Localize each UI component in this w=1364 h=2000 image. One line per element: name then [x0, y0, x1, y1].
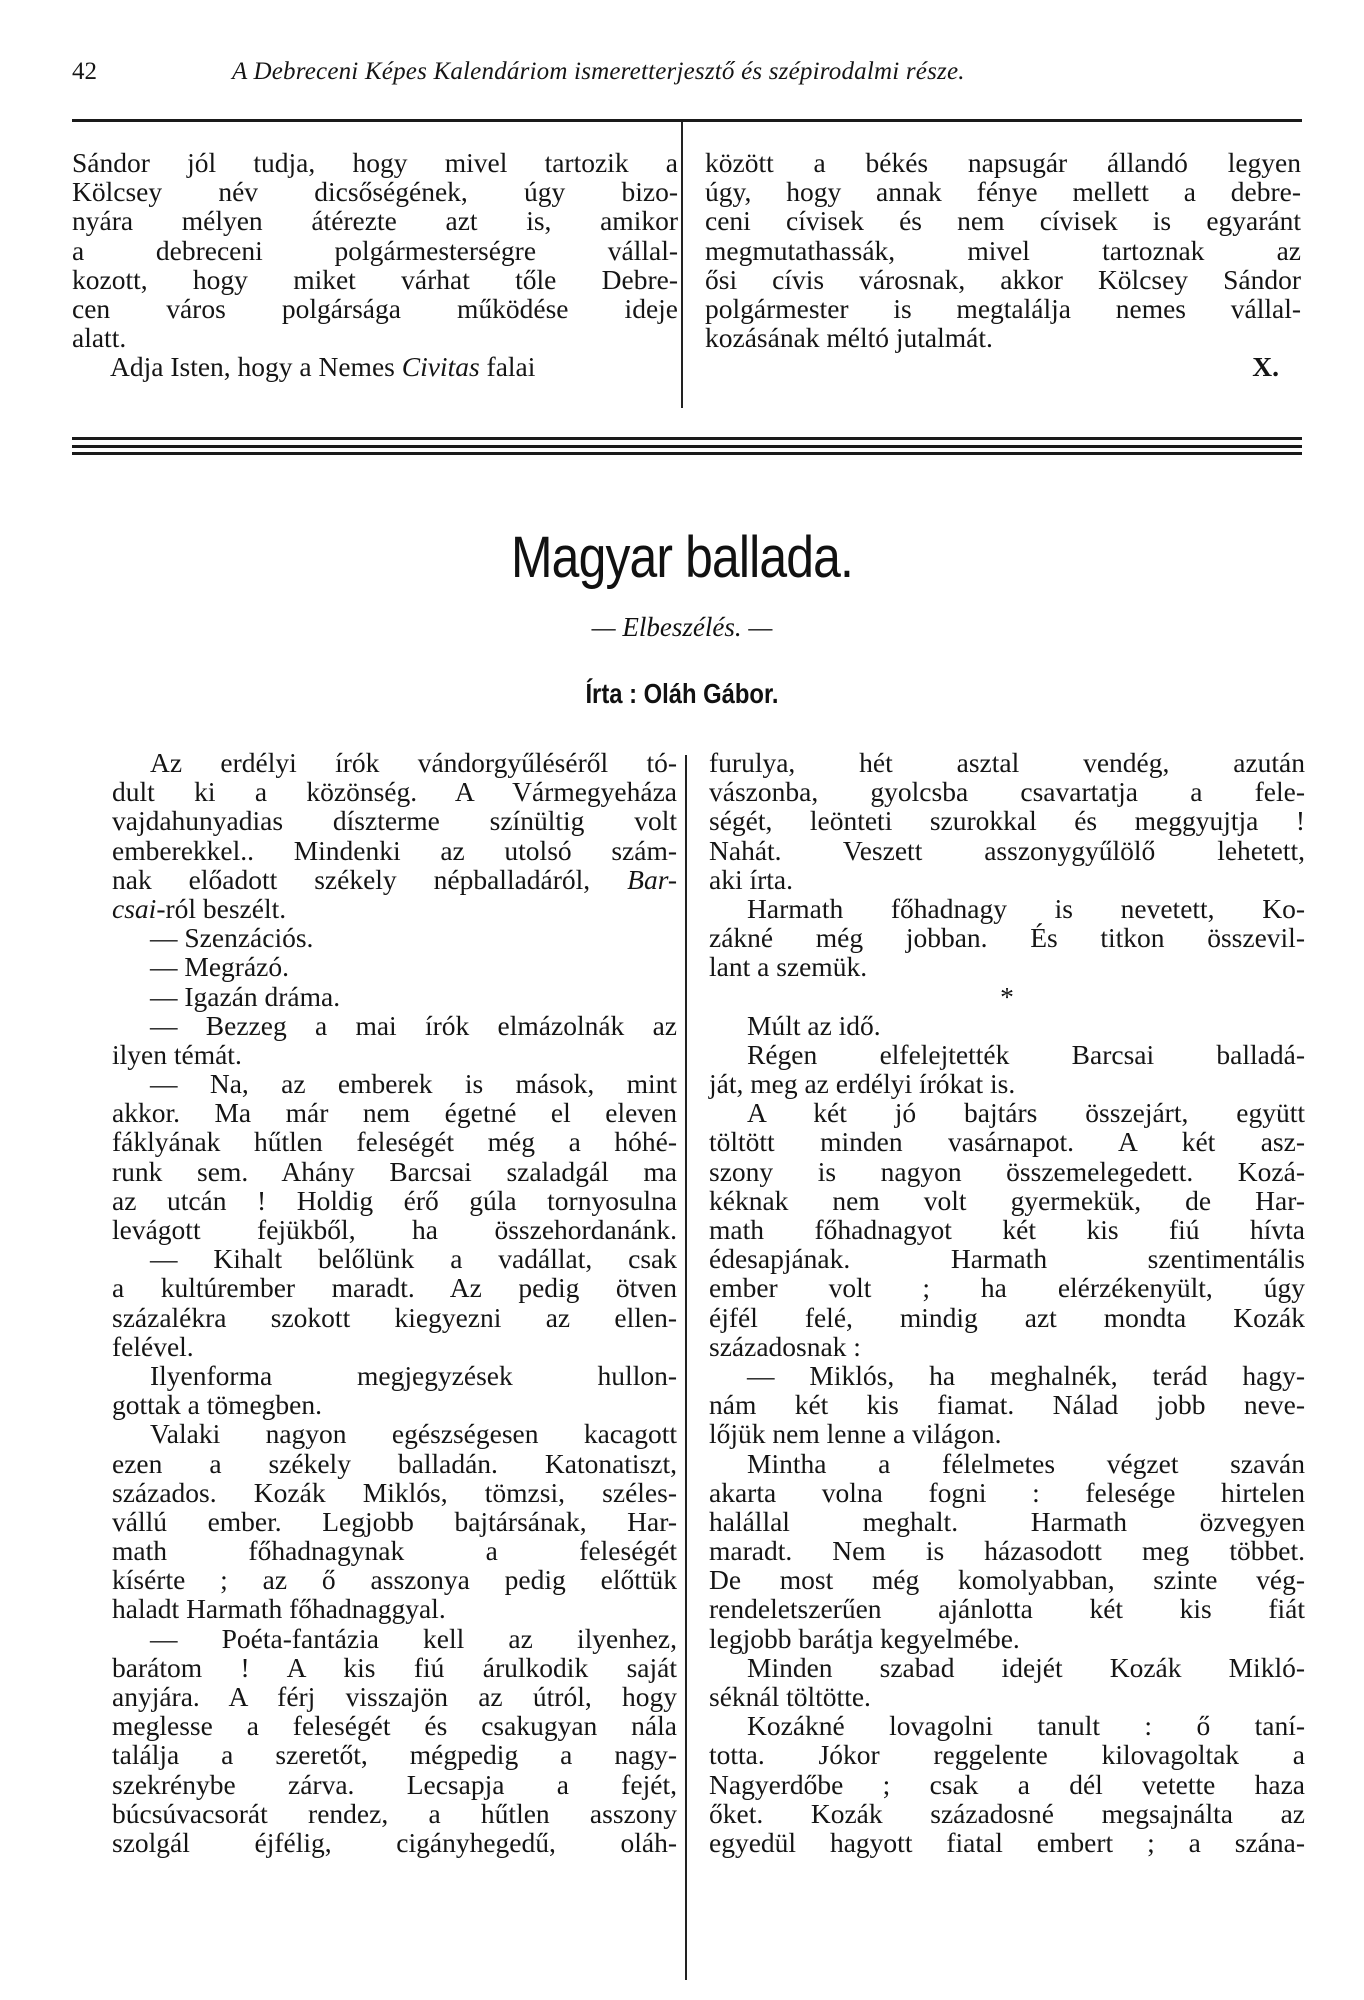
text-line: százalékra szokott kiegyezni az ellen-: [112, 1301, 677, 1333]
text-line: [112, 865, 677, 894]
text-line: lőjük nem lenne a világon.: [709, 1418, 1002, 1450]
dialogue-line: — Miklós, ha meghalnék, terád hagy-: [747, 1359, 1305, 1391]
text-line: kozott, hogy miket várhat tőle Debre-: [72, 263, 678, 295]
text-line: ilyen témát.: [112, 1038, 242, 1070]
text-line: ember volt ; ha elérzékenyült, úgy: [709, 1272, 1305, 1304]
text-line: dult ki a közönség. A Vármegyeháza: [112, 776, 677, 808]
text-line: halállal meghalt. Harmath özvegyen: [709, 1505, 1305, 1537]
text-line: az utcán ! Holdig érő gúla tornyosulna: [112, 1184, 677, 1216]
italic-term: csai: [112, 892, 157, 924]
text-line: Mintha a félelmetes végzet szaván: [747, 1447, 1305, 1479]
text-line: édesapjának. Harmath szentimentális: [709, 1243, 1305, 1275]
text-line: kísérte ; az ő asszonya pedig előttük: [112, 1564, 677, 1596]
text-line: találja a szeretőt, mégpedig a nagy-: [112, 1739, 677, 1771]
section-rule: [72, 452, 1302, 455]
article-title: Magyar ballada.: [510, 525, 854, 590]
text-line: kéknak nem volt gyermekük, de Har-: [709, 1184, 1305, 1216]
text-line: töltött minden vasárnapot. A két asz-: [709, 1126, 1305, 1158]
text-line: úgy, hogy annak fénye mellett a debre-: [705, 176, 1301, 208]
text-line: századosnak :: [709, 1330, 861, 1362]
italic-term: Bar-: [627, 863, 677, 895]
dialogue-line: — Poéta-fantázia kell az ilyenhez,: [150, 1622, 677, 1654]
italic-term: Civitas: [401, 351, 480, 383]
header-rule: [72, 119, 1302, 122]
text-line: őket. Kozák századosné megsajnálta az: [709, 1797, 1305, 1829]
text-line: Múlt az idő.: [747, 1009, 881, 1041]
previous-article-left-column: [72, 148, 678, 382]
section-rule: [72, 437, 1302, 440]
text-line: Sándor jól tudja, hogy mivel tartozik a: [72, 147, 678, 178]
dialogue-line: — Szenzációs.: [150, 922, 314, 954]
text-line: a kultúrember maradt. Az pedig ötven: [112, 1272, 677, 1304]
text-line: De most még komolyabban, szinte vég-: [709, 1564, 1305, 1596]
text-line: math főhadnagynak a feleségét: [112, 1535, 677, 1567]
text-line: polgármester is megtalálja nemes vállal-: [705, 292, 1301, 324]
text-line: szekrénybe zárva. Lecsapja a fejét,: [112, 1768, 677, 1800]
text-line: alatt.: [72, 322, 127, 354]
text-line: barátom ! A kis fiú árulkodik saját: [112, 1651, 677, 1683]
text-line: szolgál éjfélig, cigányhegedű, oláh-: [112, 1826, 677, 1858]
text-line: felével.: [112, 1330, 194, 1362]
text-line: vajdahunyadias díszterme színültig volt: [112, 805, 677, 837]
text-line: vászonba, gyolcsba csavartatja a fele-: [709, 776, 1305, 808]
previous-article-right-column: [705, 148, 1301, 382]
text-line: Kölcsey név dicsőségének, úgy bizo-: [72, 176, 678, 208]
dialogue-line: — Megrázó.: [150, 951, 289, 983]
section-break-asterisk: *: [1000, 980, 1014, 1012]
dialogue-line: — Bezzeg a mai írók elmázolnák az: [150, 1009, 677, 1041]
dialogue-line: — Igazán dráma.: [150, 980, 341, 1012]
column-divider: [681, 122, 683, 408]
text-line: anyjára. A férj visszajön az útról, hogy: [112, 1681, 677, 1712]
text-line: kozásának méltó jutalmát.: [705, 322, 993, 354]
text-line: runk sem. Ahány Barcsai szaladgál ma: [112, 1155, 677, 1187]
text-line: aki írta.: [709, 863, 793, 895]
text-span: Adja Isten, hogy a Nemes: [110, 351, 402, 383]
text-line: vállú ember. Legjobb bajtársának, Har-: [112, 1505, 677, 1537]
page-header: [72, 58, 1302, 88]
text-line: között a békés napsugár állandó legyen: [705, 147, 1301, 178]
dialogue-line: — Kihalt belőlünk a vadállat, csak: [150, 1243, 677, 1275]
text-line: nyára mélyen átérezte azt is, amikor: [72, 205, 678, 237]
text-line: [72, 352, 678, 381]
text-line: akarta volna fogni : felesége hirtelen: [709, 1476, 1305, 1508]
signature: X.: [1252, 351, 1279, 383]
text-line: megmutathassák, mivel tartoznak az: [705, 234, 1301, 266]
text-line: math főhadnagyot két kis fiú hívta: [709, 1214, 1305, 1245]
text-line: cen város polgársága működése ideje: [72, 292, 678, 324]
text-line: séknál töltötte.: [709, 1681, 871, 1712]
text-line: éjfél felé, mindig azt mondta Kozák: [709, 1301, 1305, 1333]
text-line: maradt. Nem is házasodott meg többet.: [709, 1535, 1305, 1567]
page-number: 42: [72, 58, 97, 85]
text-line: furulya, hét asztal vendég, azután: [709, 747, 1305, 778]
text-line: zákné még jobban. És titkon összevil-: [709, 922, 1305, 954]
body-left-column: [112, 748, 677, 1857]
body-right-column: [709, 748, 1305, 1857]
text-span: -ról beszélt.: [156, 892, 287, 924]
text-line: egyedül hagyott fiatal embert ; a szána-: [709, 1826, 1305, 1858]
text-line: Kozákné lovagolni tanult : ő taní-: [747, 1710, 1305, 1742]
text-line: gottak a tömegben.: [112, 1389, 323, 1421]
text-line: Harmath főhadnagy is nevetett, Ko-: [747, 892, 1305, 924]
text-line: [112, 894, 677, 923]
text-line: legjobb barátja kegyelmébe.: [709, 1622, 1020, 1654]
text-line: Az erdélyi írók vándorgyűléséről tó-: [150, 747, 677, 778]
text-line: ségét, leönteti szurokkal és meggyujtja !: [709, 805, 1305, 837]
text-line: A két jó bajtárs összejárt, együtt: [747, 1097, 1305, 1129]
text-line: a debreceni polgármesterségre vállal-: [72, 234, 678, 266]
text-line: Ilyenforma megjegyzések hullon-: [150, 1359, 677, 1391]
text-line: szony is nagyon összemelegedett. Kozá-: [709, 1155, 1305, 1187]
text-line: levágott fejükből, ha összehordanánk.: [112, 1214, 677, 1245]
text-line: Régen elfelejtették Barcsai balladá-: [747, 1038, 1305, 1070]
text-line: Minden szabad idejét Kozák Mikló-: [747, 1651, 1305, 1683]
text-line: ezen a székely balladán. Katonatiszt,: [112, 1447, 677, 1479]
text-line: Valaki nagyon egészségesen kacagott: [150, 1418, 677, 1450]
article-byline: Írta : Oláh Gábor.: [585, 678, 779, 709]
text-line: meglesse a feleségét és csakugyan nála: [112, 1710, 677, 1742]
text-line: rendeletszerűen ajánlotta két kis fiát: [709, 1593, 1305, 1625]
section-rule: [72, 445, 1302, 448]
text-span: nak előadott székely népballadáról,: [112, 863, 628, 895]
text-line: ját, meg az erdélyi írókat is.: [709, 1068, 1016, 1100]
column-divider: [685, 755, 687, 1980]
text-line: Nagyerdőbe ; csak a dél vetette haza: [709, 1768, 1305, 1800]
text-line: akkor. Ma már nem égetné el eleven: [112, 1097, 677, 1129]
text-line: ősi cívis városnak, akkor Kölcsey Sándor: [705, 263, 1301, 295]
text-line: százados. Kozák Miklós, tömzsi, széles-: [112, 1476, 677, 1508]
text-line: nám két kis fiamat. Nálad jobb neve-: [709, 1389, 1305, 1421]
text-line: lant a szemük.: [709, 951, 868, 983]
article-subtitle: — Elbeszélés. —: [591, 612, 773, 642]
dialogue-line: — Na, az emberek is mások, mint: [150, 1068, 677, 1100]
text-line: Nahát. Veszett asszonygyűlölő lehetett,: [709, 834, 1305, 866]
text-line: emberekkel.. Mindenki az utolsó szám-: [112, 834, 677, 866]
text-line: haladt Harmath főhadnaggyal.: [112, 1593, 446, 1625]
text-line: búcsúvacsorát rendez, a hűtlen asszony: [112, 1797, 677, 1829]
text-line: ceni cívisek és nem cívisek is egyaránt: [705, 205, 1301, 237]
running-title: A Debreceni Képes Kalendáriom ismeretterjesztő és szépirodalmi része.: [232, 58, 965, 85]
text-line: totta. Jókor reggelente kilovagoltak a: [709, 1739, 1305, 1771]
text-span: falai: [479, 351, 536, 383]
text-line: fáklyának hűtlen feleségét még a hóhé-: [112, 1126, 677, 1158]
